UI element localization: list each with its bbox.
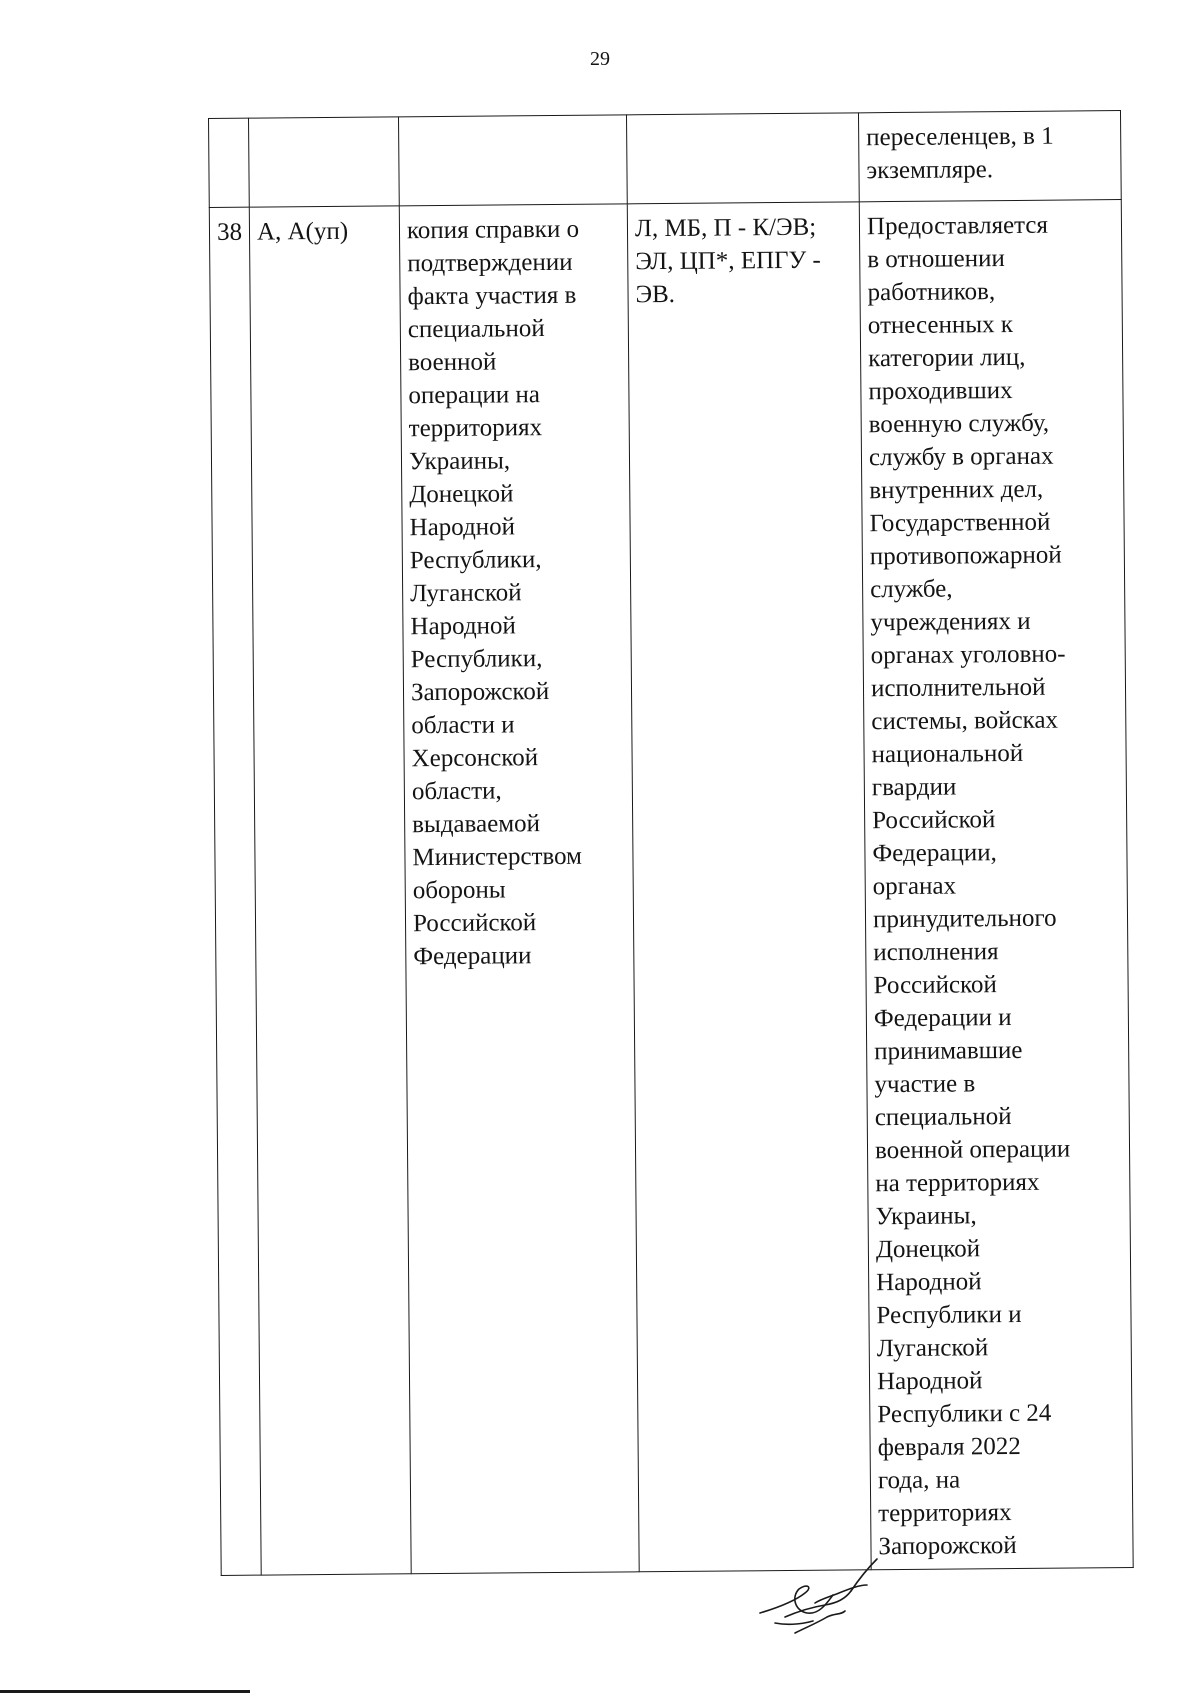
cell-document: копия справки о подтверждении факта участия в специальной военной операции на территориях Украины, Донецкой Народной Республики, Луганской Народной Республики, Запорожской области и Херсонской области, выдаваемой Министерством обороны Российской Федерации bbox=[399, 204, 639, 1574]
cell-note: переселенцев, в 1 экземпляре. bbox=[858, 111, 1121, 202]
cell-type: А, А(уп) bbox=[249, 206, 411, 1575]
cell-number bbox=[209, 118, 250, 207]
table-row-38 bbox=[209, 200, 1133, 1576]
cell-document bbox=[398, 115, 627, 206]
footer-line bbox=[0, 1690, 250, 1693]
page-number: 29 bbox=[590, 48, 610, 70]
cell-note: Предоставляется в отношении работников, отнесенных к категории лиц, проходивших военную службу, службу в органах внутренних дел, Государственной противопожарной службе, учреждениях и органах уголовно- исполнительной системы, войсках национальной гвардии Российской Федерации, органах принудительного исполнения Российской Федерации и принимавшие участие в специальной военной операции на территориях Украины, Донецкой Народной Республики и Луганской Народной Республики с 24 февраля 2022 года, на территориях Запорожской bbox=[859, 200, 1133, 1570]
cell-type bbox=[249, 117, 400, 207]
cell-form: Л, МБ, П - К/ЭВ; ЭЛ, ЦП*, ЕПГУ - ЭВ. bbox=[627, 202, 871, 1572]
handwritten-signature-icon bbox=[755, 1555, 895, 1650]
table-row-continuation bbox=[209, 111, 1122, 208]
document-table bbox=[208, 110, 1134, 1576]
cell-form bbox=[626, 113, 859, 204]
cell-number: 38 bbox=[209, 207, 261, 1575]
